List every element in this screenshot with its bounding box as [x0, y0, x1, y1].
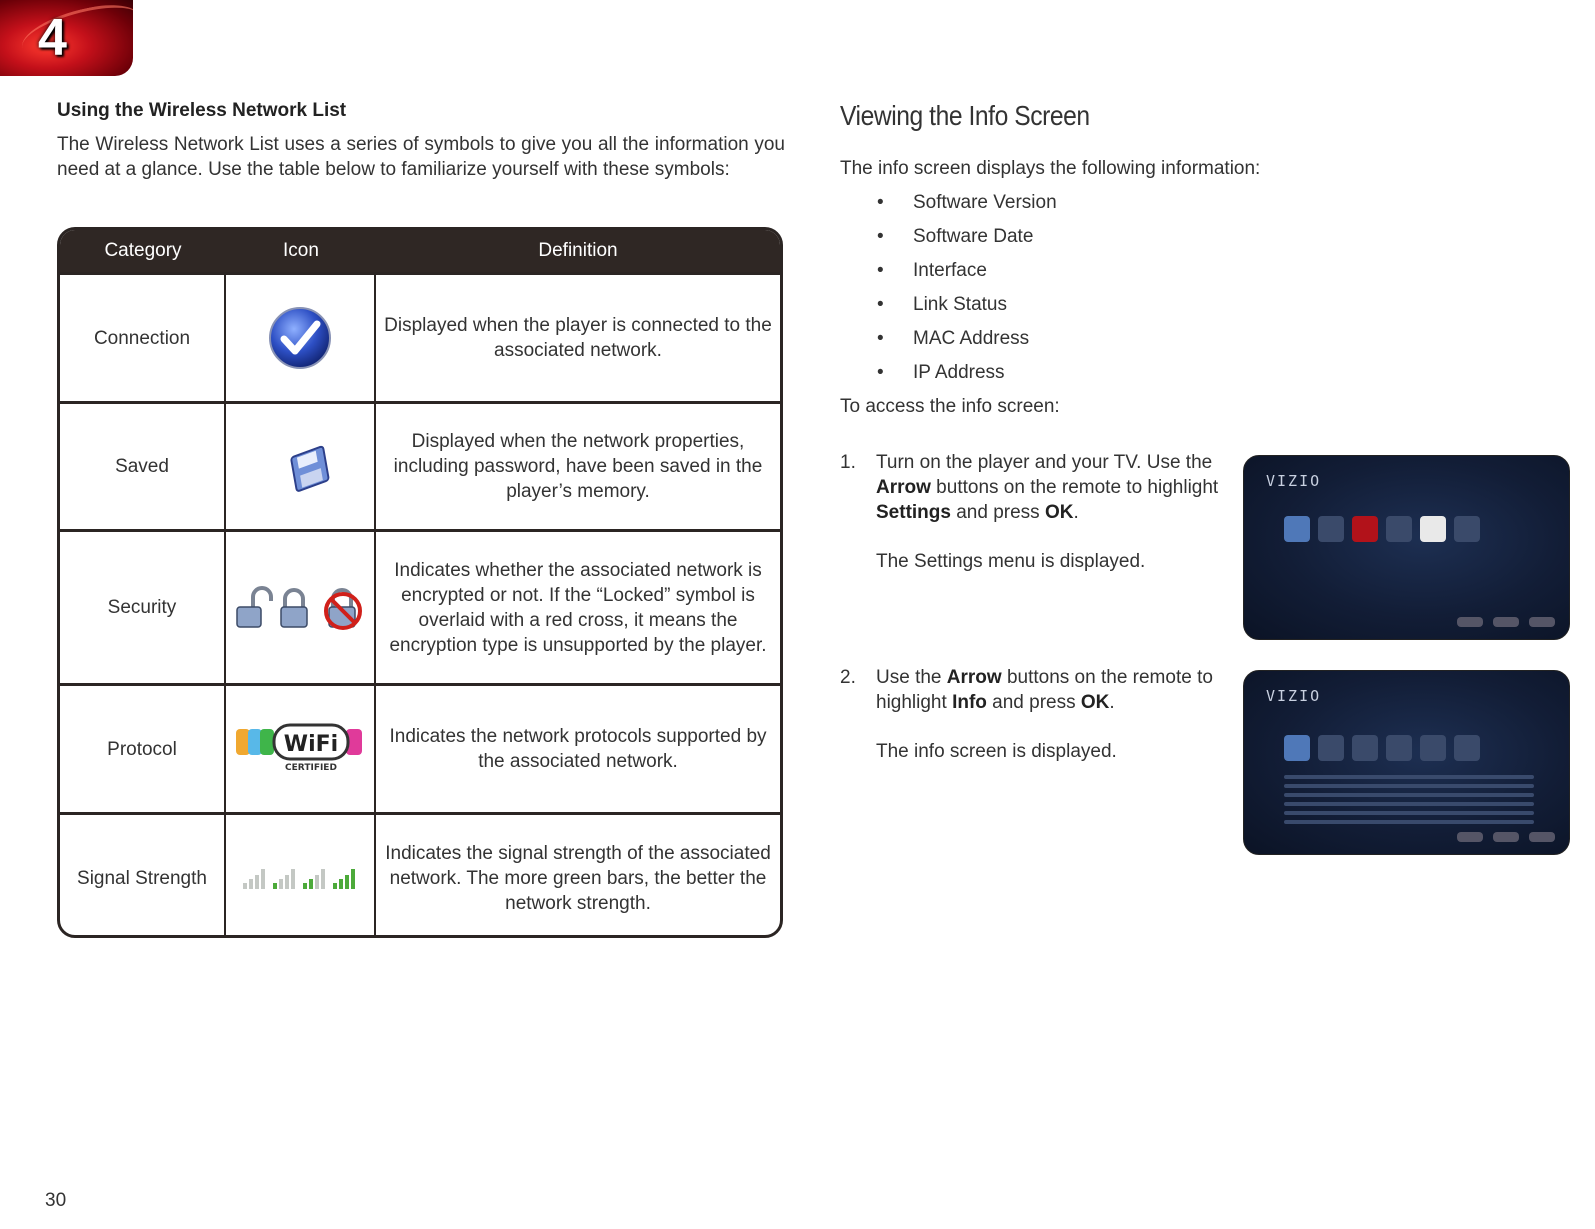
bullet-icon: • [877, 226, 884, 247]
step-bold: Arrow [946, 667, 1002, 688]
row-definition: Indicates the signal strength of the associated network. The more green bars, the better the network strength. [385, 842, 771, 914]
step-bold: Arrow [876, 477, 931, 498]
table-row [60, 683, 780, 812]
table-row [60, 401, 780, 529]
list-item [840, 186, 1580, 220]
tv-menu-row [1284, 735, 1480, 761]
menu-tile [1420, 516, 1446, 542]
signal-strength-icon [226, 815, 376, 938]
menu-tile [1318, 516, 1344, 542]
list-item-label: Software Date [913, 226, 1034, 247]
chapter-number: 4 [38, 9, 67, 67]
step-body [876, 450, 1226, 574]
step-text: . [1109, 692, 1115, 713]
step-result: The info screen is displayed. [876, 741, 1117, 762]
step-body [876, 665, 1226, 764]
header-category: Category [104, 240, 182, 261]
menu-tile [1386, 735, 1412, 761]
step-text: Use the [876, 667, 947, 688]
menu-tile [1420, 735, 1446, 761]
list-item [840, 356, 1580, 390]
row-category: Signal Strength [60, 815, 226, 938]
wifi-logo-subtext: CERTIFIED [285, 763, 337, 773]
list-item-label: Interface [913, 260, 987, 281]
list-item-label: MAC Address [913, 328, 1030, 349]
table-row [60, 812, 780, 938]
row-definition: Displayed when the network properties, including password, have been saved in the player’s memory. [393, 431, 763, 502]
bullet-icon: • [877, 362, 884, 383]
step-number: 1. [840, 452, 856, 473]
tv-brand-logo: VIZIO [1266, 687, 1322, 705]
list-item-label: Link Status [913, 294, 1007, 315]
settings-tile [1284, 516, 1310, 542]
info-intro: The info screen displays the following information: [840, 158, 1261, 179]
list-item [840, 322, 1580, 356]
row-definition: Indicates the network protocols supported by the associated network. [389, 726, 767, 772]
wifi-logo-text: WiFi [283, 732, 339, 757]
wifi-certified-logo [226, 686, 376, 812]
floppy-disk-icon [226, 404, 376, 529]
row-definition: Displayed when the player is connected to the associated network. [384, 315, 772, 361]
tv-button-hints [1457, 832, 1555, 842]
bullet-icon: • [877, 260, 884, 281]
settings-menu-screenshot [1243, 455, 1570, 640]
info-list [840, 186, 1580, 390]
step-text: and press [950, 502, 1045, 523]
tv-button-hints [1457, 617, 1555, 627]
row-category: Protocol [60, 686, 226, 812]
step-number: 2. [840, 667, 856, 688]
step-bold: Info [952, 692, 987, 713]
step-bold: Settings [876, 502, 951, 523]
menu-tile [1386, 516, 1412, 542]
list-item [840, 220, 1580, 254]
row-category: Saved [60, 404, 226, 529]
menu-tile [1454, 735, 1480, 761]
page-number: 30 [45, 1190, 67, 1211]
step-text: Turn on the player and your TV. Use the [876, 452, 1213, 473]
left-column [57, 100, 785, 182]
connected-checkmark-icon [226, 275, 376, 401]
row-category: Security [60, 532, 226, 683]
header-definition: Definition [538, 240, 618, 261]
chapter-tab [0, 0, 133, 76]
menu-tile [1454, 516, 1480, 542]
list-item-label: IP Address [913, 362, 1005, 383]
right-column [840, 100, 1580, 418]
step-result: The Settings menu is displayed. [876, 551, 1146, 572]
unlocked-padlock-icon [237, 588, 271, 627]
info-lines [1284, 775, 1534, 829]
page-title: Viewing the Info Screen [840, 100, 1090, 131]
step-text: and press [986, 692, 1081, 713]
locked-padlock-icon [281, 590, 307, 627]
menu-tile [1352, 516, 1378, 542]
chapter-swoosh [17, 0, 133, 65]
info-screen-screenshot [1243, 670, 1570, 855]
step-text: buttons on the remote to highlight [930, 477, 1219, 498]
menu-tile [1318, 735, 1344, 761]
symbols-table [57, 227, 783, 938]
info-tile [1284, 735, 1310, 761]
bullet-icon: • [877, 294, 884, 315]
menu-tile [1352, 735, 1378, 761]
tv-menu-row [1284, 516, 1480, 542]
table-header [60, 230, 780, 272]
table-row [60, 529, 780, 683]
unsupported-lock-icon [326, 590, 360, 628]
step-bold: OK [1044, 502, 1074, 523]
table-row [60, 272, 780, 401]
step-text: buttons on the remote to highlight [876, 667, 1213, 713]
bullet-icon: • [877, 192, 884, 213]
row-definition: Indicates whether the associated network is encrypted or not. If the “Locked” symbol is overlaid with a red cross, it means the encryption type is unsupported by the player. [389, 559, 767, 656]
access-instructions: To access the info screen: [840, 396, 1060, 417]
tv-brand-logo: VIZIO [1266, 472, 1322, 490]
list-item [840, 254, 1580, 288]
step-bold: OK [1080, 692, 1110, 713]
security-icons [226, 532, 376, 683]
list-item [840, 288, 1580, 322]
bullet-icon: • [877, 328, 884, 349]
section-heading: Using the Wireless Network List [57, 100, 347, 121]
list-item-label: Software Version [913, 192, 1057, 213]
intro-paragraph: The Wireless Network List uses a series of symbols to give you all the information you need at a glance. Use the table below to familiarize yourself with these symbols: [57, 134, 785, 180]
header-icon: Icon [283, 240, 319, 261]
row-category: Connection [60, 275, 226, 401]
step-text: . [1073, 502, 1079, 523]
